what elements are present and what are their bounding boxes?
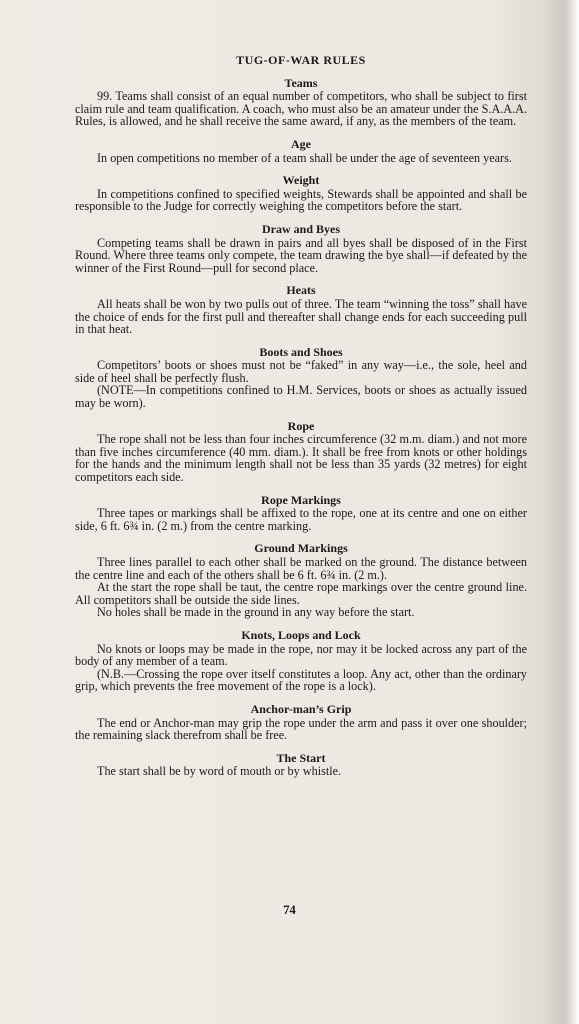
paragraph: Three tapes or markings shall be affixed to the rope, one at its centre and one on either side, 6 ft. 6¾ in. (2 m.) from the centre marking. (75, 506, 527, 533)
section-heading: Weight (282, 173, 320, 188)
section-heading: Age (291, 136, 311, 151)
paragraph: All heats shall be won by two pulls out of three. The team “winning the toss” shall have the choice of ends for the first pull and thereafter shall change ends for each succeeding pull in that heat. (75, 296, 527, 337)
paragraph: The rope shall not be less than four inches circumference (32 m.m. diam.) and not more than five inches circumference (40 mm. diam.). It shall be free from knots or other holdings for the hands and the minimum length shall not be less than 35 yards (32 metres) for eight competitors each side. (75, 432, 527, 485)
paragraph: In competitions confined to specified weights, Stewards shall be appointed and shall be responsible to the Judge for correctly weighing the competitors before the start. (75, 186, 527, 214)
paragraph: Three lines parallel to each other shall be marked on the ground. The distance between the centre line and each of the others shall be 6 ft. 6¾ in. (2 m.). (75, 555, 527, 582)
section-knots-loops-and-lock (75, 629, 527, 693)
paragraph: 99. Teams shall consist of an equal number of competitors, who shall be subject to first claim rule and team qualification. A coach, who must also be an amateur under the S.A.A.A. Rules, is allowed, and he shall receive the same award, if any, as the members of the team. (75, 89, 527, 129)
section-boots-and-shoes (75, 346, 527, 410)
section-the-start (75, 752, 527, 778)
section-anchor-mans-grip (75, 703, 527, 742)
section-heading: Ground Markings (254, 541, 348, 556)
section-heading: The Start (276, 750, 326, 765)
section-rope (75, 420, 527, 484)
rules-text (75, 54, 527, 778)
paragraph: The start shall be by word of mouth or by whistle. (97, 764, 342, 779)
section-heading: Anchor-man’s Grip (250, 701, 352, 716)
page-edge-shadow (549, 0, 579, 1024)
section-draw-and-byes (75, 223, 527, 274)
section-heats (75, 284, 527, 335)
section-heading: Rope (287, 418, 315, 433)
page-number: 74 (283, 903, 296, 917)
paragraph: In open competitions no member of a team shall be under the age of seventeen years. (97, 150, 512, 165)
paragraph: No holes shall be made in the ground in any way before the start. (97, 605, 415, 620)
paragraph: Competing teams shall be drawn in pairs and all byes shall be disposed of in the First Round. Where three teams only compete, the team drawing the bye shall—if defeated by the winner of the First Round—pull for second place. (75, 235, 527, 275)
note-paragraph: (NOTE—In competitions confined to H.M. Services, boots or shoes as actually issued may be worn). (75, 383, 527, 411)
page-title: TUG-OF-WAR RULES (236, 53, 366, 67)
section-weight (75, 174, 527, 213)
note-paragraph: (N.B.—Crossing the rope over itself constitutes a loop. Any act, other than the ordinary grip, which prevents the free movement of the rope is a lock). (75, 666, 527, 694)
paragraph: At the start the rope shall be taut, the centre rope markings over the centre ground line. All competitors shall be outside the side lines. (75, 580, 527, 607)
section-rope-markings (75, 494, 527, 533)
section-ground-markings (75, 542, 527, 619)
section-heading: Draw and Byes (261, 221, 340, 236)
section-heading: Boots and Shoes (259, 344, 343, 359)
section-heading: Rope Markings (261, 492, 341, 507)
paragraph: No knots or loops may be made in the rope, nor may it be locked across any part of the body of any member of a team. (75, 641, 527, 669)
section-teams (75, 77, 527, 128)
section-heading: Teams (284, 75, 318, 90)
paragraph: The end or Anchor-man may grip the rope under the arm and pass it over one shoulder; the remaining slack therefrom shall be free. (75, 715, 527, 743)
section-age (75, 138, 527, 164)
paragraph: Competitors’ boots or shoes must not be “faked” in any way—i.e., the sole, heel and side of heel shall be perfectly flush. (75, 358, 527, 385)
section-heading: Heats (286, 283, 316, 298)
section-heading: Knots, Loops and Lock (241, 627, 361, 642)
